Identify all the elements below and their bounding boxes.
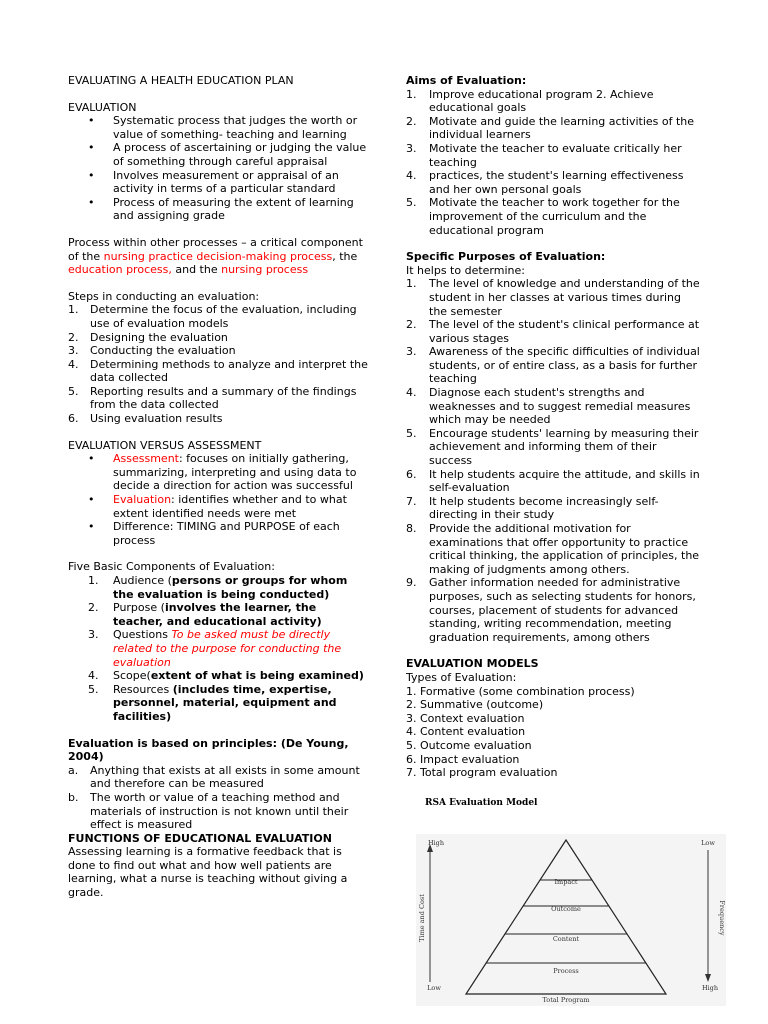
list-item-text: Awareness of the specific difficulties of individual students, or of entire class, as a basis for further teaching: [429, 345, 700, 386]
versus-bullet: [88, 493, 368, 520]
list-item-text: The worth or value of a teaching method and materials of instruction is not known until their effect is measured: [90, 790, 349, 832]
list-item-text: Encourage students' learning by measuring their achievement and informing them of their success: [429, 426, 699, 468]
list-marker: 5.: [406, 196, 417, 210]
component-item: [88, 574, 368, 601]
list-item-text: Conducting the evaluation: [90, 344, 236, 358]
purpose-item: [406, 468, 702, 495]
list-item-text: Designing the evaluation: [90, 330, 228, 344]
step-item: [68, 331, 368, 345]
purpose-item: [406, 427, 702, 468]
versus-heading: EVALUATION VERSUS ASSESSMENT: [68, 438, 262, 452]
list-marker: 1.: [406, 277, 417, 291]
list-item-text: Motivate the teacher to evaluate critically her teaching: [429, 141, 682, 169]
models-list: [406, 685, 702, 780]
step-item: [68, 385, 368, 412]
components-list: [88, 574, 368, 724]
component-item: [88, 683, 368, 724]
list-item-text: A process of ascertaining or judging the value of something through careful appraisal: [113, 141, 367, 168]
purpose-item: [406, 277, 702, 318]
purpose-item: [406, 522, 702, 576]
models-heading: EVALUATION MODELS: [406, 657, 539, 671]
purpose-item: [406, 386, 702, 427]
model-item: 6. Impact evaluation: [406, 752, 520, 766]
list-marker: •: [88, 452, 95, 466]
functions-text: Assessing learning is a formative feedback that is done to find out what and how well patients are learning, what a nurse is teaching without giving a grade.: [68, 845, 348, 900]
principles-list: [68, 764, 368, 832]
model-item: 4. Content evaluation: [406, 725, 526, 739]
list-item-text: Motivate and guide the learning activities of the individual learners: [429, 114, 695, 142]
evaluation-heading: EVALUATION: [68, 100, 137, 114]
list-item-text: Assessment: focuses on initially gathering, summarizing, interpreting and using data to decide a direction for action was successful: [113, 452, 357, 493]
list-marker: 4.: [406, 386, 417, 400]
list-marker: 6.: [68, 412, 79, 426]
components-heading: Five Basic Components of Evaluation:: [68, 560, 275, 574]
list-marker: 2.: [406, 114, 417, 128]
purposes-list: [406, 277, 702, 644]
model-item: 1. Formative (some combination process): [406, 684, 635, 698]
principle-item: [68, 791, 368, 832]
versus-bullet: [88, 520, 368, 547]
list-marker: •: [88, 195, 95, 209]
list-item-text: Gather information needed for administrative purposes, such as selecting students for honors, courses, placement of students for advanced standing, writing recommendation, meeting graduation requirements, among others: [429, 576, 696, 644]
list-item-text: Evaluation: identifies whether and to what extent identified needs were met: [113, 493, 347, 520]
pyramid-base-label: Total Program: [542, 996, 590, 1004]
list-marker: 3.: [406, 141, 417, 155]
list-marker: 5.: [88, 682, 99, 696]
left-bottom-label: Low: [427, 984, 441, 992]
list-marker: 2.: [406, 318, 417, 332]
rsa-evaluation-model-figure: [416, 834, 726, 1006]
aims-list: [406, 88, 702, 238]
list-marker: 2.: [88, 601, 99, 615]
principle-item: [68, 764, 368, 791]
list-item-text: The level of knowledge and understanding of the student in her classes at various times during the semester: [429, 277, 700, 318]
level-process: Process: [553, 967, 579, 975]
list-item-text: Reporting results and a summary of the findings from the data collected: [90, 384, 357, 412]
evaluation-bullet: [88, 196, 368, 223]
list-marker: •: [88, 168, 95, 182]
versus-bullet: [88, 452, 368, 493]
list-marker: 1.: [88, 574, 99, 587]
step-item: [68, 358, 368, 385]
purpose-item: [406, 495, 702, 522]
list-item-text: Anything that exists at all exists in some amount and therefore can be measured: [90, 763, 360, 791]
component-item: [88, 601, 368, 628]
list-item-text: Questions To be asked must be directly related to the purpose for conducting the evaluation: [113, 628, 342, 669]
right-axis-label: Frequency: [718, 900, 726, 936]
list-marker: 6.: [406, 467, 417, 481]
list-item-text: practices, the student's learning effectiveness and her own personal goals: [429, 169, 684, 196]
document-title: EVALUATING A HEALTH EDUCATION PLAN: [68, 74, 294, 87]
versus-bullet-list: [88, 452, 368, 547]
model-item: 7. Total program evaluation: [406, 766, 558, 780]
list-item-text: Determining methods to analyze and interpret the data collected: [90, 357, 368, 385]
list-marker: 4.: [68, 357, 79, 371]
list-item-text: It help students acquire the attitude, and skills in self-evaluation: [429, 467, 700, 495]
evaluation-bullet: [88, 169, 368, 196]
process-paragraph: Process within other processes – a critical component of the nursing practice decision-making process, the education process, and the nursing process: [68, 235, 363, 277]
purpose-item: [406, 345, 702, 386]
list-marker: 3.: [88, 628, 99, 642]
list-marker: 2.: [68, 330, 79, 344]
list-marker: 4.: [88, 669, 99, 683]
list-marker: 9.: [406, 576, 417, 590]
list-item-text: Systematic process that judges the worth or value of something- teaching and learning: [113, 114, 358, 141]
list-item-text: Involves measurement or appraisal of an activity in terms of a particular standard: [113, 168, 339, 196]
aim-item: [406, 115, 702, 142]
right-bottom-label: High: [701, 984, 719, 992]
left-top-label: High: [427, 839, 445, 847]
list-marker: b.: [68, 790, 79, 804]
list-item-text: Audience (persons or groups for whom the evaluation is being conducted): [113, 574, 348, 601]
rsa-model-title: RSA Evaluation Model: [425, 798, 538, 808]
list-item-text: Scope(extent of what is being examined): [113, 669, 364, 683]
list-item-text: Difference: TIMING and PURPOSE of each process: [113, 520, 340, 547]
purposes-heading: Specific Purposes of Evaluation:: [406, 250, 606, 264]
purpose-item: [406, 576, 702, 644]
list-marker: 5.: [406, 426, 417, 440]
right-column: [406, 74, 702, 780]
model-item: 3. Context evaluation: [406, 711, 525, 725]
left-axis-label: Time and Cost: [418, 894, 426, 942]
left-column: [68, 74, 368, 900]
aims-heading: Aims of Evaluation:: [406, 74, 527, 87]
list-marker: 3.: [406, 345, 417, 359]
list-item-text: The level of the student's clinical performance at various stages: [429, 318, 700, 345]
aim-item: [406, 88, 702, 115]
aim-item: [406, 196, 702, 237]
right-top-label: Low: [701, 839, 715, 847]
list-item-text: Process of measuring the extent of learning and assigning grade: [113, 195, 354, 223]
evaluation-bullet: [88, 141, 368, 168]
functions-heading: FUNCTIONS OF EDUCATIONAL EVALUATION: [68, 831, 332, 845]
component-item: [88, 669, 368, 683]
list-marker: a.: [68, 763, 79, 777]
list-item-text: Motivate the teacher to work together for the improvement of the curriculum and the educational program: [429, 196, 680, 237]
list-marker: 8.: [406, 522, 417, 535]
level-outcome: Outcome: [551, 905, 581, 913]
list-marker: 1.: [406, 87, 417, 101]
evaluation-bullet: [88, 114, 368, 141]
steps-heading: Steps in conducting an evaluation:: [68, 289, 260, 303]
list-marker: 7.: [406, 494, 417, 508]
steps-list: [68, 303, 368, 425]
list-item-text: Provide the additional motivation for examinations that offer opportunity to practice critical thinking, the application of principles, the making of judgments among others.: [429, 522, 700, 576]
list-marker: 3.: [68, 344, 79, 358]
list-item-text: Using evaluation results: [90, 412, 223, 426]
list-item-text: Determine the focus of the evaluation, including use of evaluation models: [90, 303, 357, 330]
aim-item: [406, 169, 702, 196]
component-item: [88, 628, 368, 669]
level-content: Content: [552, 935, 580, 943]
list-marker: •: [88, 520, 95, 534]
list-marker: 1.: [68, 303, 79, 317]
principles-heading: Evaluation is based on principles: (De Young, 2004): [68, 736, 349, 764]
model-item: 2. Summative (outcome): [406, 698, 544, 712]
list-marker: •: [88, 114, 95, 128]
model-item: 5. Outcome evaluation: [406, 738, 532, 752]
list-item-text: Improve educational program 2. Achieve educational goals: [429, 87, 654, 115]
list-marker: •: [88, 493, 95, 507]
step-item: [68, 344, 368, 358]
level-impact: Impact: [554, 878, 578, 886]
list-item-text: Diagnose each student's strengths and weaknesses and to suggest remedial measures which may be needed: [429, 386, 691, 427]
list-item-text: Purpose (involves the learner, the teacher, and educational activity): [113, 601, 322, 628]
step-item: [68, 412, 368, 426]
purpose-item: [406, 318, 702, 345]
list-item-text: Resources (includes time, expertise, personnel, material, equipment and facilities): [113, 682, 337, 723]
purposes-intro: It helps to determine:: [406, 263, 525, 277]
list-marker: •: [88, 141, 95, 155]
list-item-text: It help students become increasingly self-directing in their study: [429, 494, 659, 522]
list-marker: 5.: [68, 384, 79, 398]
evaluation-bullet-list: [88, 114, 368, 223]
models-intro: Types of Evaluation:: [406, 670, 517, 684]
aim-item: [406, 142, 702, 169]
list-marker: 4.: [406, 169, 417, 183]
step-item: [68, 303, 368, 330]
